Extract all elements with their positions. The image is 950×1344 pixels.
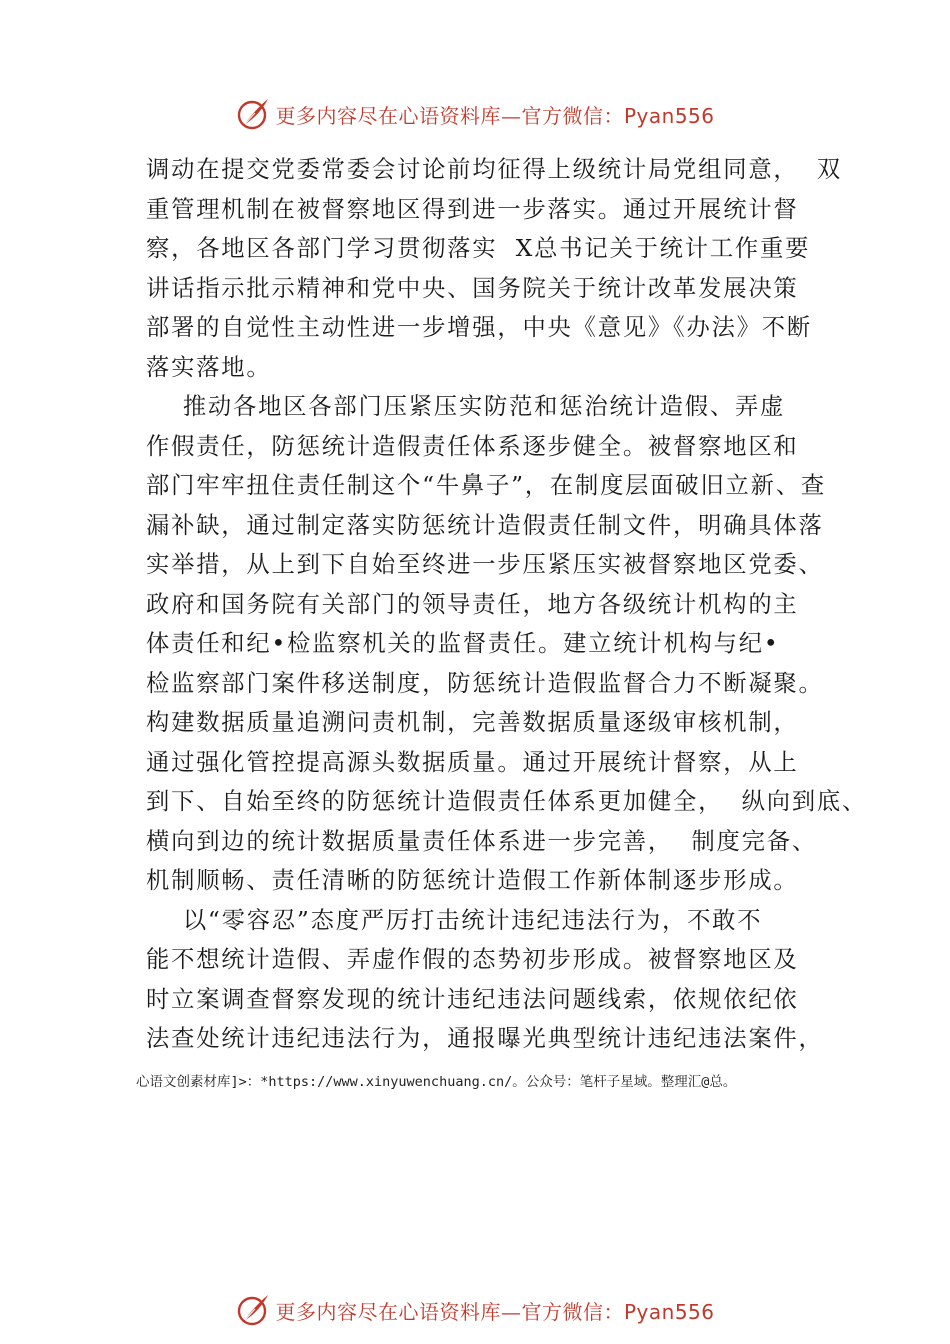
body-line: 作假责任，防惩统计造假责任体系逐步健全。被督察地区和 (146, 432, 799, 460)
body-line: 实举措，从上到下自始至终进一步压紧压实被督察地区党委、 (146, 551, 824, 578)
body-line: 落实落地。 (146, 353, 272, 381)
source-note: 心语文创素材库]>：*https://www.xinyuwenchuang.cn/。公众号：笔杆子星域。整理汇@总。 (136, 1074, 737, 1090)
wechat-id: Pyan556 (623, 103, 715, 128)
banner-text: 更多内容尽在心语资料库—官方微信： (275, 103, 624, 128)
body-line: 政府和国务院有关部门的领导责任，地方各级统计机构的主 (146, 590, 799, 618)
body-line: 到下、自始至终的防惩统计造假责任体系更加健全， 纵向到底、 (146, 788, 868, 815)
body-line: 构建数据质量追溯问责机制，完善数据质量逐级审核机制， (146, 709, 799, 736)
body-line: 能不想统计造假、弄虚作假的态势初步形成。被督察地区及 (146, 946, 799, 973)
body-line: 讲话指示批示精神和党中央、国务院关于统计改革发展决策 (146, 274, 799, 302)
body-line: 调动在提交党委常委会讨论前均征得上级统计局党组同意， 双 (146, 156, 843, 183)
body-line: 以“零容忍”态度严厉打击统计违纪违法行为，不敢不 (146, 906, 763, 934)
body-line: 部署的自觉性主动性进一步增强，中央《意见》《办法》不断 (146, 314, 812, 341)
body-line: 检监察部门案件移送制度，防惩统计造假监督合力不断凝聚。 (146, 669, 824, 697)
body-line: 体责任和纪•检监察机关的监督责任。建立统计机构与纪• (146, 630, 780, 657)
footer-banner (0, 1288, 950, 1332)
body-line: 机制顺畅、责任清晰的防惩统计造假工作新体制逐步形成。 (146, 867, 799, 894)
banner-title (275, 100, 714, 129)
body-line: 漏补缺，通过制定落实防惩统计造假责任制文件，明确具体落 (146, 511, 824, 539)
body-line: 重管理机制在被督察地区得到进一步落实。通过开展统计督 (146, 195, 799, 223)
body-line: 部门牢牢扭住责任制这个“牛鼻子”，在制度层面破旧立新、查 (146, 472, 826, 499)
wechat-id: Pyan556 (623, 1299, 715, 1324)
quill-pen-logo-icon (235, 96, 271, 132)
body-line: 察，各地区各部门学习贯彻落实 X总书记关于统计工作重要 (146, 235, 811, 262)
body-line: 横向到边的统计数据质量责任体系进一步完善， 制度完备、 (146, 827, 817, 855)
body-line: 推动各地区各部门压紧压实防范和惩治统计造假、弄虚 (146, 393, 786, 420)
body-line: 通过强化管控提高源头数据质量。通过开展统计督察，从上 (146, 748, 799, 776)
body-line: 时立案调查督察发现的统计违纪违法问题线索，依规依纪依 (146, 985, 799, 1013)
header-banner (0, 92, 950, 136)
quill-pen-logo-icon (235, 1292, 271, 1328)
body-line: 法查处统计违纪违法行为，通报曝光典型统计违纪违法案件， (146, 1025, 824, 1052)
banner-text: 更多内容尽在心语资料库—官方微信： (275, 1299, 624, 1324)
banner-title (275, 1296, 714, 1325)
